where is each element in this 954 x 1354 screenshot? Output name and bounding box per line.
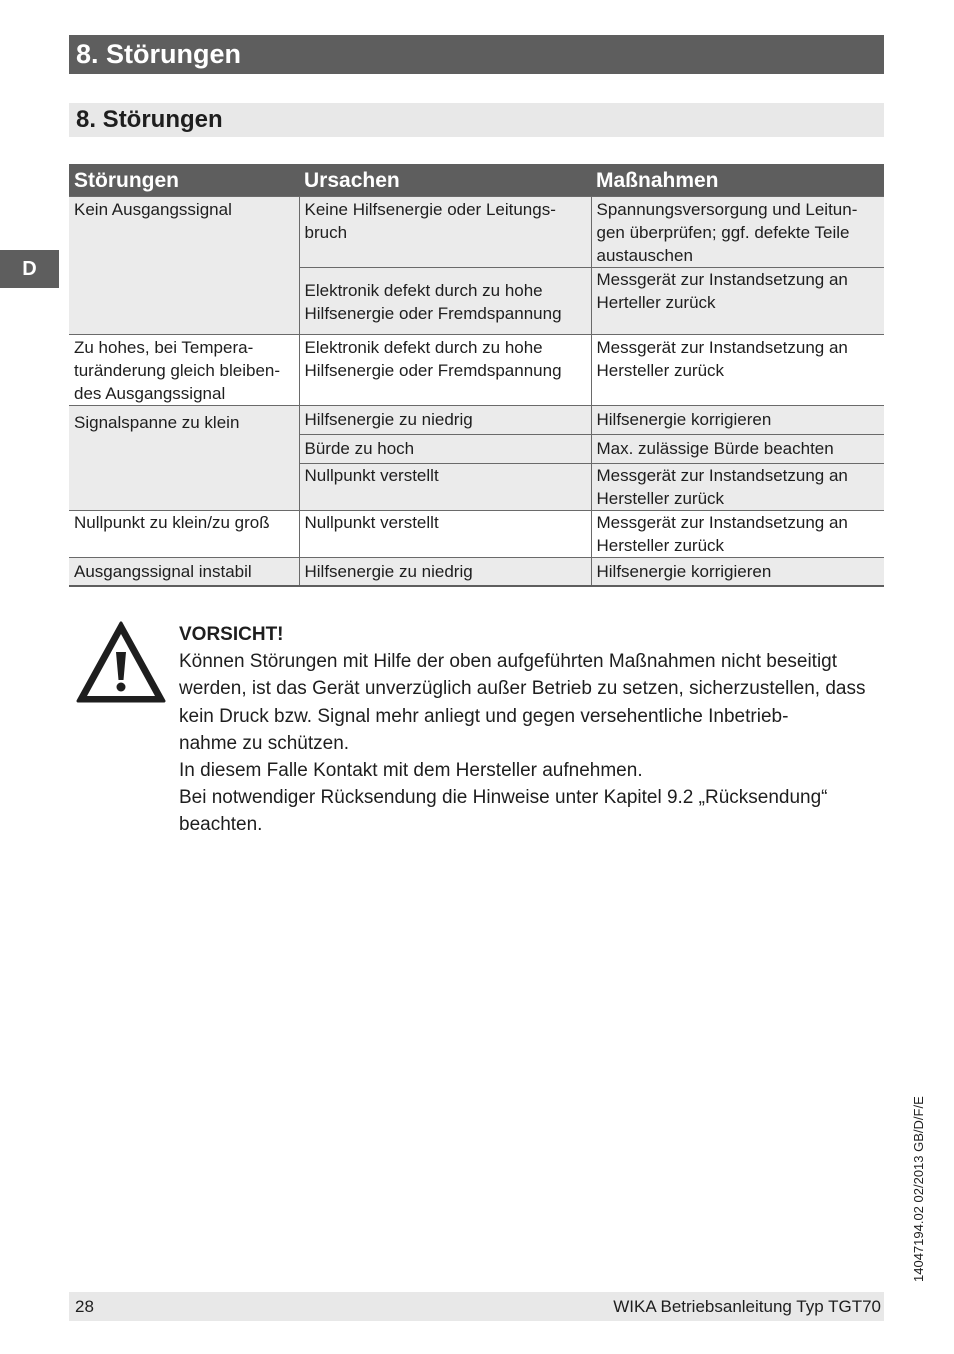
cause-text: Bürde zu hoch xyxy=(304,439,415,458)
table-row xyxy=(69,197,884,268)
warning-return-note: Bei notwendiger Rücksendung die Hinweise unter Kapitel 9.2 „Rücksendung“ beachten. xyxy=(179,787,828,836)
page-number: 28 xyxy=(75,1297,94,1316)
fault-text: Ausgangssignal instabil xyxy=(74,562,252,581)
measure-cell xyxy=(591,464,884,511)
measure-text: Spannungsversorgung und Leitun- gen überprüfen; ggf. defekte Teile austauschen xyxy=(596,200,858,265)
cause-cell xyxy=(299,464,591,511)
measure-text: Hilfsenergie korrigieren xyxy=(596,410,772,429)
cause-cell xyxy=(299,268,591,335)
fault-text: Kein Ausgangssignal xyxy=(74,200,232,219)
cause-text: Elektronik defekt durch zu hohe Hilfsenergie oder Fremdspannung xyxy=(304,338,562,380)
fault-cell xyxy=(69,335,299,406)
measure-text: Messgerät zur Instandsetzung an Hersteller zurück xyxy=(596,513,848,555)
cause-text: Hilfsenergie zu niedrig xyxy=(304,562,473,581)
warning-contact-note: In diesem Falle Kontakt mit dem Hersteller aufnehmen. xyxy=(179,760,643,782)
cause-text: Nullpunkt verstellt xyxy=(304,466,439,485)
cause-text: Keine Hilfsenergie oder Leitungs- bruch xyxy=(304,200,556,242)
measure-text: Messgerät zur Instandsetzung an Hersteller zurück xyxy=(596,466,848,508)
fault-cell xyxy=(69,197,299,335)
cause-cell xyxy=(299,558,591,586)
section-title: 8. Störungen xyxy=(69,103,884,137)
warning-paragraph: Können Störungen mit Hilfe der oben aufgeführten Maßnahmen nicht beseitigt werden, ist das Gerät unverzüglich außer Betrieb zu setzen, sicherzustellen, dass kein Druck bzw. Signal mehr anliegt und gegen versehentliche Inbetrieb- nahme zu schützen. xyxy=(179,651,866,754)
faults-table xyxy=(69,164,884,587)
fault-cell xyxy=(69,511,299,558)
table-row xyxy=(69,558,884,586)
cause-cell xyxy=(299,335,591,406)
table-row xyxy=(69,335,884,406)
page-header-title: 8. Störungen xyxy=(69,35,884,74)
cause-text: Nullpunkt verstellt xyxy=(304,513,439,532)
measure-text: Messgerät zur Instandsetzung an Hersteller zurück xyxy=(596,338,848,380)
measure-cell xyxy=(591,406,884,435)
cause-cell xyxy=(299,406,591,435)
column-header-measures: Maßnahmen xyxy=(591,164,884,197)
measure-cell xyxy=(591,558,884,586)
measure-cell xyxy=(591,197,884,268)
page-footer xyxy=(69,1292,884,1321)
cause-text: Hilfsenergie zu niedrig xyxy=(304,410,473,429)
fault-text: Nullpunkt zu klein/zu groß xyxy=(74,513,270,532)
warning-triangle-icon xyxy=(75,620,167,704)
table-row xyxy=(69,406,884,435)
cause-cell xyxy=(299,197,591,268)
table-header-row xyxy=(69,164,884,197)
table-row xyxy=(69,511,884,558)
cause-cell xyxy=(299,511,591,558)
fault-cell xyxy=(69,558,299,586)
cause-cell xyxy=(299,435,591,464)
column-header-faults: Störungen xyxy=(69,164,299,197)
footer-doc-title: WIKA Betriebsanleitung Typ TGT70 xyxy=(613,1297,881,1316)
measure-text: Messgerät zur Instandsetzung an Herteller zurück xyxy=(596,270,848,312)
cause-text: Elektronik defekt durch zu hohe Hilfsenergie oder Fremdspannung xyxy=(304,281,562,323)
column-header-causes: Ursachen xyxy=(299,164,591,197)
warning-block xyxy=(179,621,889,839)
measure-cell xyxy=(591,435,884,464)
measure-cell xyxy=(591,268,884,335)
measure-cell xyxy=(591,511,884,558)
measure-cell xyxy=(591,335,884,406)
language-tab: D xyxy=(0,250,59,288)
measure-text: Hilfsenergie korrigieren xyxy=(596,562,772,581)
measure-text: Max. zulässige Bürde beachten xyxy=(596,439,834,458)
warning-title: VORSICHT! xyxy=(179,624,284,645)
fault-text: Signalspanne zu klein xyxy=(74,413,240,432)
fault-text: Zu hohes, bei Tempera- turänderung gleich bleiben- des Ausgangssignal xyxy=(74,338,281,403)
document-code: 14047194.02 02/2013 GB/D/F/E xyxy=(911,1096,926,1282)
fault-cell xyxy=(69,406,299,511)
